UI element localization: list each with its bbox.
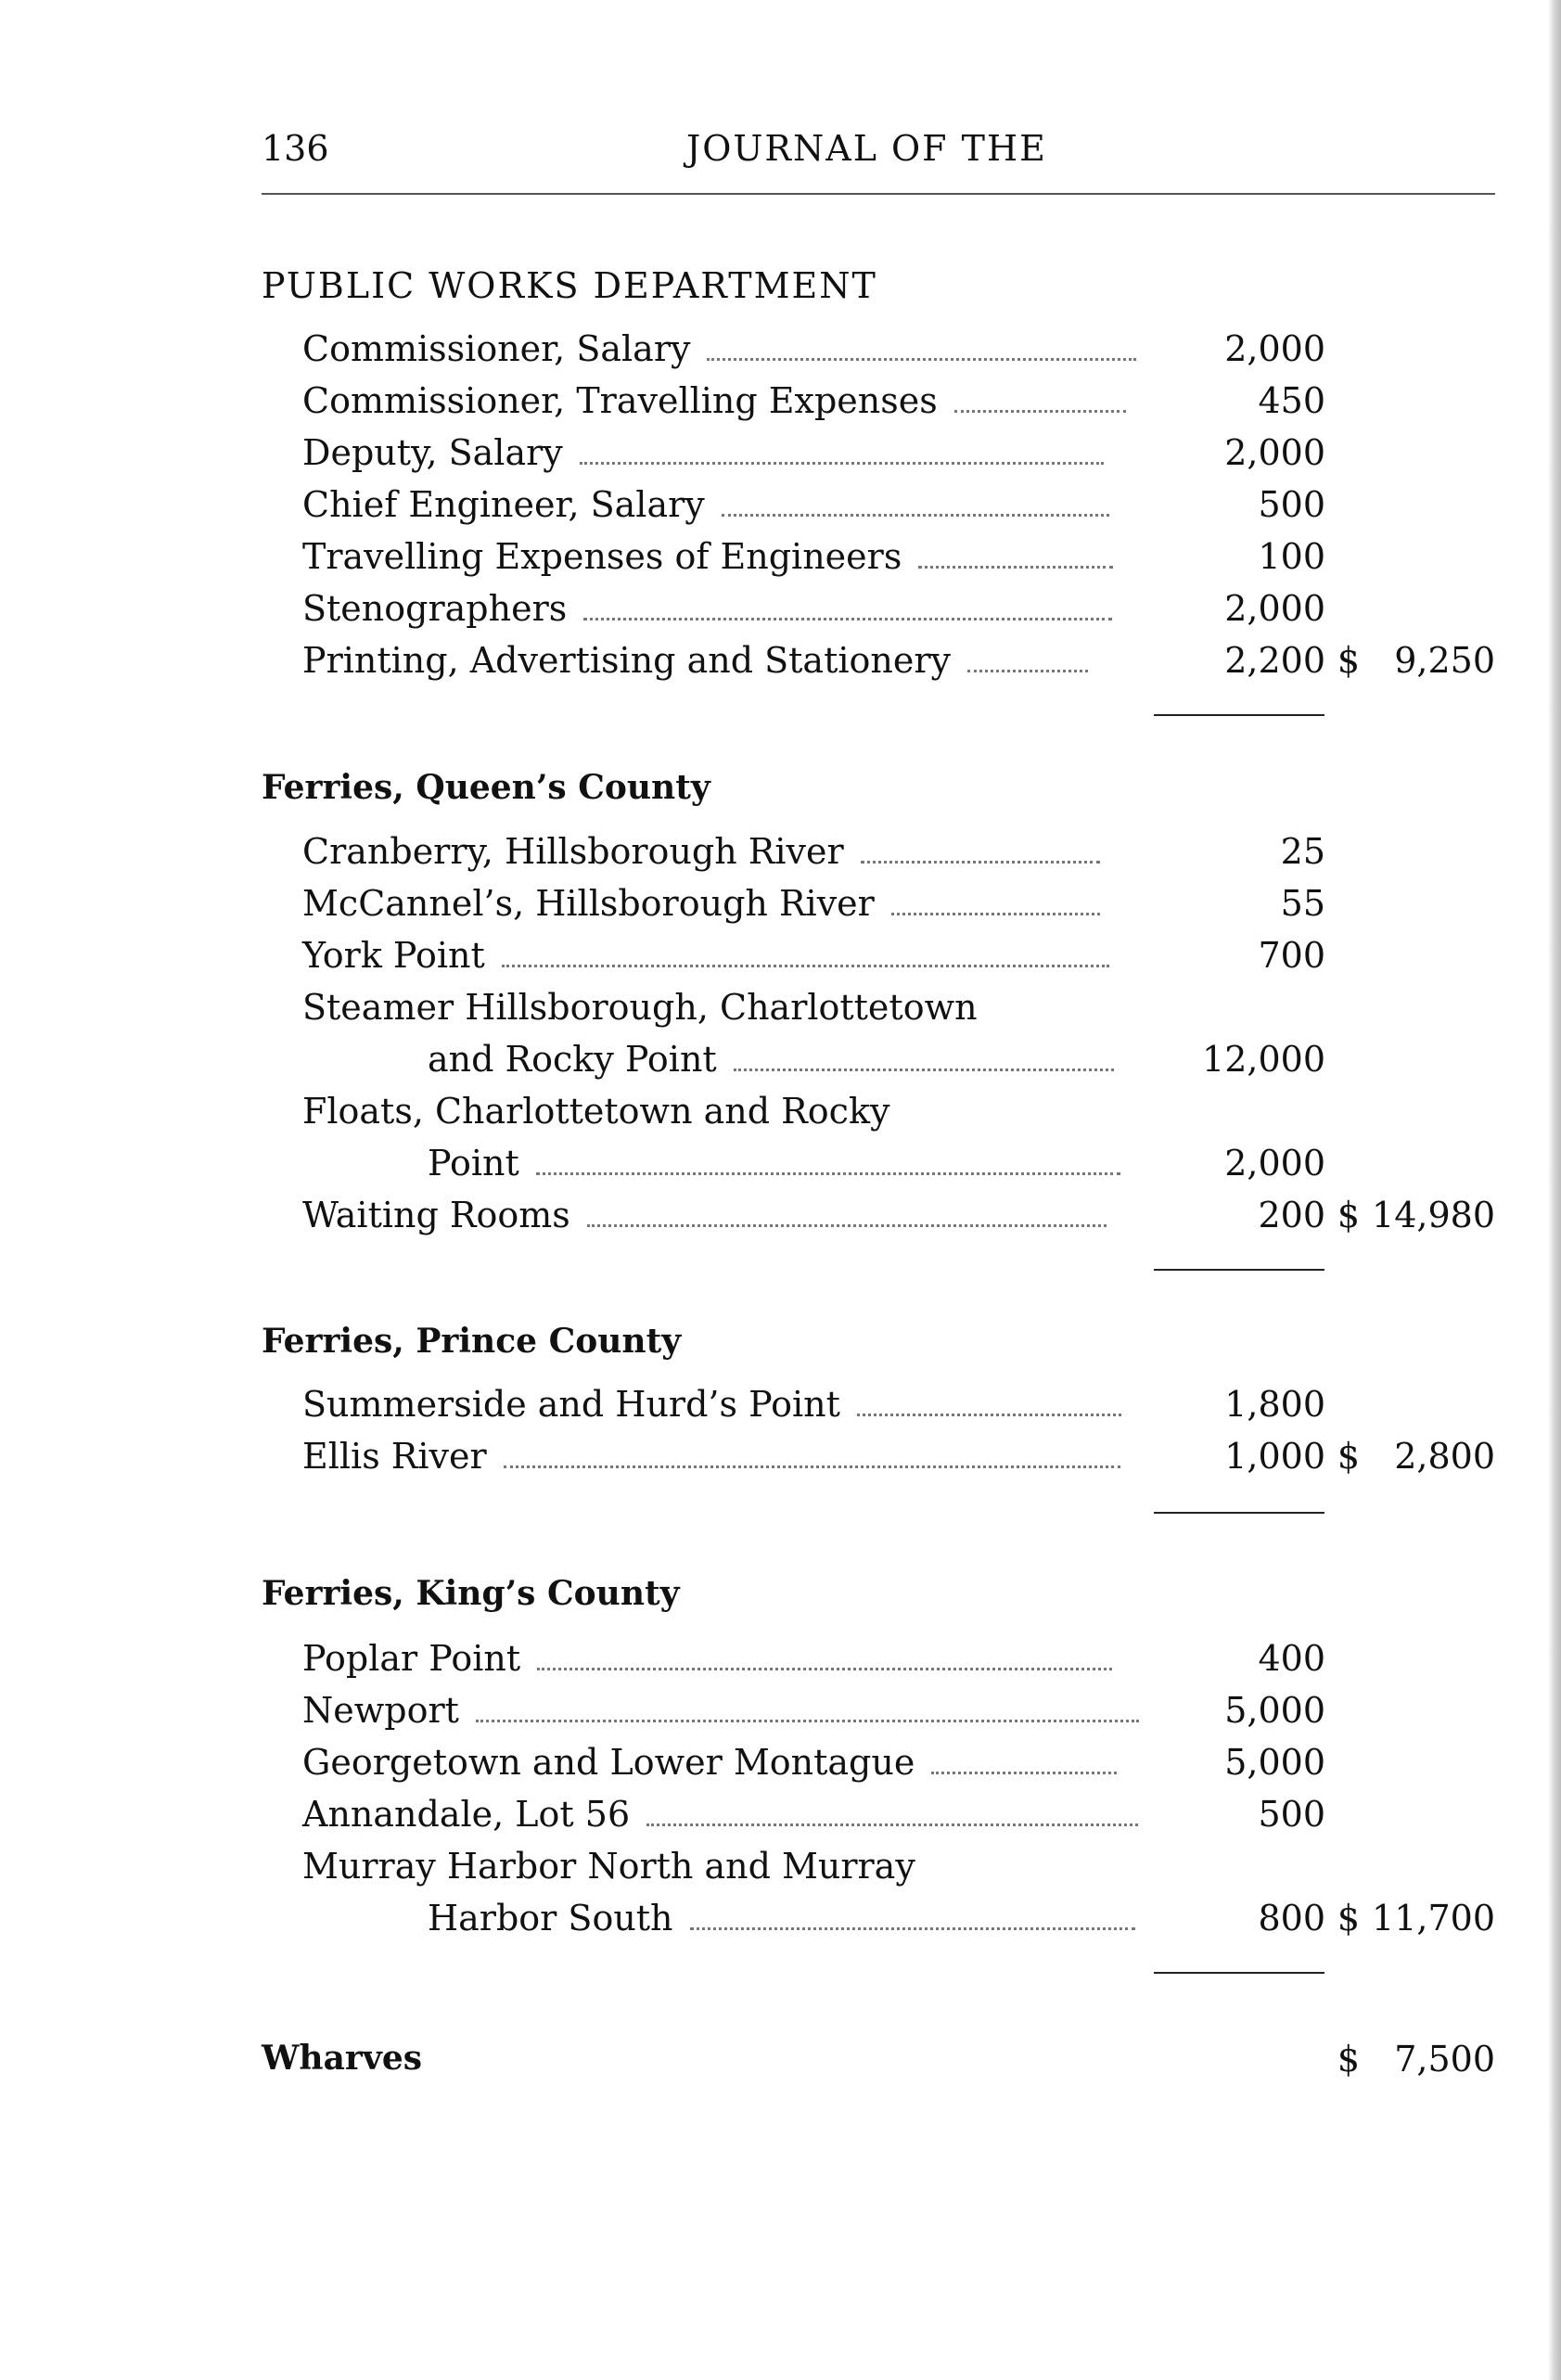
leader-dots xyxy=(504,1465,1120,1468)
total-rule xyxy=(1154,1269,1324,1271)
section-title-kings-county: Ferries, King’s County xyxy=(262,1574,680,1613)
line-item xyxy=(302,1638,1495,1683)
line-item xyxy=(428,1039,1495,1083)
item-label: Georgetown and Lower Montague xyxy=(302,1742,915,1783)
item-label: Chief Engineer, Salary xyxy=(302,484,705,525)
item-amount: 12,000 xyxy=(1202,1039,1325,1080)
item-label: Newport xyxy=(302,1690,459,1731)
item-amount: 2,000 xyxy=(1224,432,1325,473)
line-item-subtotal xyxy=(302,640,1495,685)
line-item xyxy=(302,536,1495,581)
total-rule xyxy=(1154,1512,1324,1514)
section-total: 11,700 xyxy=(1372,1898,1495,1939)
item-label: Commissioner, Travelling Expenses xyxy=(302,380,938,421)
section-title-queens-county: Ferries, Queen’s County xyxy=(262,768,710,807)
item-label: Cranberry, Hillsborough River xyxy=(302,831,844,872)
item-amount: 500 xyxy=(1258,1794,1325,1835)
line-item xyxy=(428,1143,1495,1187)
item-label: Stenographers xyxy=(302,588,568,629)
leader-dots xyxy=(931,1772,1117,1774)
item-amount: 800 xyxy=(1258,1898,1325,1939)
leader-dots xyxy=(857,1414,1121,1416)
leader-dots xyxy=(690,1927,1135,1930)
line-item xyxy=(302,1384,1495,1428)
item-amount: 1,800 xyxy=(1224,1384,1325,1425)
leader-dots xyxy=(734,1068,1114,1071)
item-amount: 2,000 xyxy=(1224,1143,1325,1184)
item-label: York Point xyxy=(302,935,485,976)
total-rule xyxy=(1154,1972,1324,1974)
item-label: Deputy, Salary xyxy=(302,432,563,473)
line-item-subtotal xyxy=(428,1898,1495,1942)
item-amount: 55 xyxy=(1280,883,1325,924)
section-total: 2,800 xyxy=(1394,1436,1495,1477)
dollar-sign: $ xyxy=(1337,640,1361,681)
line-item xyxy=(302,1690,1495,1734)
leader-dots xyxy=(646,1823,1138,1826)
item-amount: 400 xyxy=(1258,1638,1325,1679)
item-label: Printing, Advertising and Stationery xyxy=(302,640,951,681)
item-amount: 2,000 xyxy=(1224,588,1325,629)
item-label-line1: Murray Harbor North and Murray xyxy=(302,1846,915,1887)
page-edge xyxy=(1548,0,1561,2380)
item-amount: 5,000 xyxy=(1224,1742,1325,1783)
line-item-subtotal xyxy=(302,1195,1495,1239)
item-label: McCannel’s, Hillsborough River xyxy=(302,883,875,924)
section-total: 14,980 xyxy=(1372,1195,1495,1235)
item-amount: 1,000 xyxy=(1224,1436,1325,1477)
dollar-sign: $ xyxy=(1337,1436,1361,1477)
leader-dots xyxy=(918,566,1113,569)
dollar-sign: $ xyxy=(1337,2039,1361,2079)
leader-dots xyxy=(583,618,1112,621)
running-title: JOURNAL OF THE xyxy=(686,128,1047,169)
page-number: 136 xyxy=(262,128,329,169)
section-title-wharves: Wharves xyxy=(262,2039,422,2078)
item-label: Waiting Rooms xyxy=(302,1195,570,1235)
dollar-sign: $ xyxy=(1337,1898,1361,1939)
item-amount: 500 xyxy=(1258,484,1325,525)
item-label: Point xyxy=(428,1143,519,1184)
line-item xyxy=(302,935,1495,979)
item-label: Summerside and Hurd’s Point xyxy=(302,1384,840,1425)
line-item xyxy=(302,831,1495,876)
dollar-sign: $ xyxy=(1337,1195,1361,1235)
item-amount: 450 xyxy=(1258,380,1325,421)
page-header xyxy=(262,128,1495,180)
leader-dots xyxy=(954,410,1126,413)
wharves-row xyxy=(262,2039,1495,2083)
line-item xyxy=(302,380,1495,425)
item-label: Commissioner, Salary xyxy=(302,328,691,369)
leader-dots xyxy=(536,1172,1120,1175)
item-amount: 100 xyxy=(1258,536,1325,577)
leader-dots xyxy=(861,861,1100,864)
leader-dots xyxy=(537,1668,1112,1670)
line-item xyxy=(302,1742,1495,1786)
leader-dots xyxy=(707,358,1136,361)
line-item xyxy=(302,328,1495,373)
item-label: Ellis River xyxy=(302,1436,487,1477)
item-label: and Rocky Point xyxy=(428,1039,717,1080)
item-label: Poplar Point xyxy=(302,1638,521,1679)
leader-dots xyxy=(722,514,1109,517)
section-title-prince-county: Ferries, Prince County xyxy=(262,1322,682,1361)
item-amount: 2,200 xyxy=(1224,640,1325,681)
item-amount: 2,000 xyxy=(1224,328,1325,369)
item-label-line1: Steamer Hillsborough, Charlottetown xyxy=(302,987,978,1028)
item-label: Harbor South xyxy=(428,1898,673,1939)
section-title-public-works: PUBLIC WORKS DEPARTMENT xyxy=(262,265,877,306)
item-label: Travelling Expenses of Engineers xyxy=(302,536,902,577)
leader-dots xyxy=(476,1720,1139,1722)
item-label: Annandale, Lot 56 xyxy=(302,1794,631,1835)
section-total: 9,250 xyxy=(1394,640,1495,681)
item-amount: 5,000 xyxy=(1224,1690,1325,1731)
item-amount: 700 xyxy=(1258,935,1325,976)
line-item xyxy=(302,588,1495,633)
leader-dots xyxy=(967,670,1088,672)
line-item xyxy=(302,1794,1495,1838)
line-item xyxy=(302,432,1495,477)
section-total: 7,500 xyxy=(1394,2039,1495,2079)
line-item-subtotal xyxy=(302,1436,1495,1480)
leader-dots xyxy=(587,1224,1107,1227)
line-item xyxy=(302,883,1495,928)
header-rule xyxy=(262,193,1495,195)
item-amount: 200 xyxy=(1258,1195,1325,1235)
leader-dots xyxy=(891,913,1100,915)
leader-dots xyxy=(580,462,1104,465)
total-rule xyxy=(1154,714,1324,716)
item-amount: 25 xyxy=(1280,831,1325,872)
leader-dots xyxy=(502,965,1109,967)
line-item xyxy=(302,484,1495,529)
item-label-line1: Floats, Charlottetown and Rocky xyxy=(302,1091,890,1132)
